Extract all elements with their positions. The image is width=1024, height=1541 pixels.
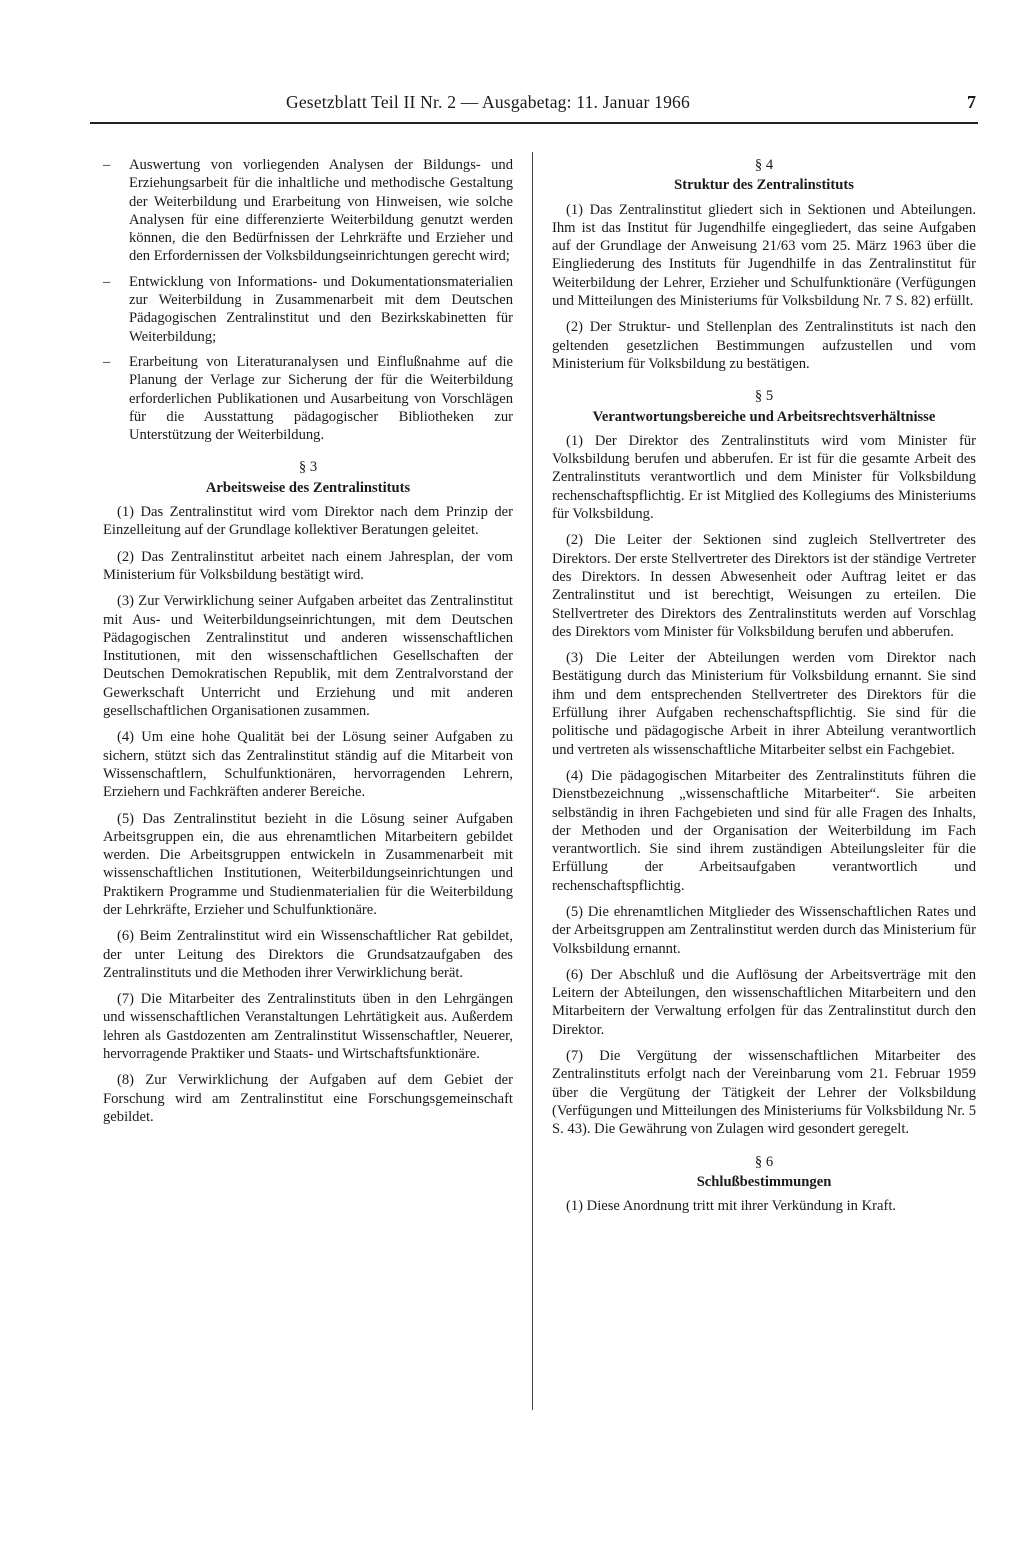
paragraph: (7) Die Mitarbeiter des Zentralinstituts üben in den Lehrgängen und wissenschaftlichen Veranstaltungen Lehrtätigkeit aus. Außerdem lehren als Gastdozenten am Zentralinstitut Wissenschaftler, Neuerer, hervorragende Praktiker und Staats- und Wirtschaftsfunktionäre. [103, 991, 513, 1063]
dash-bullet: – [103, 353, 111, 370]
page-header [90, 90, 978, 124]
left-column [103, 156, 513, 1134]
paragraph: (8) Zur Verwirklichung der Aufgaben auf dem Gebiet der Forschung wird am Zentralinstitut eine Forschungsgemeinschaft gebildet. [103, 1072, 513, 1125]
paragraph: (1) Das Zentralinstitut gliedert sich in Sektionen und Abteilungen. Ihm ist das Institut für Jugendhilfe eingegliedert, das seine Aufgaben auf der Grundlage der Anweisung 21/63 vom 25. März 1963 über die Eingliederung des Instituts für Jugendhilfe in das Zentralinstitut für Weiterbildung der Lehrer, Erzieher und Schulfunktionäre (Verfügungen und Mitteilungen des Ministeriums für Volksbildung Nr. 7 S. 82) erfüllt. [552, 201, 976, 310]
section-title: Struktur des Zentralinstituts [674, 177, 854, 194]
section-title: Arbeitsweise des Zentralinstituts [205, 479, 411, 496]
paragraph: (1) Der Direktor des Zentralinstituts wird vom Minister für Volksbildung berufen und abberufen. Er ist für die gesamte Arbeit des Zentralinstituts verantwortlich und dem Minister für Volksbildung rechenschaftspflichtig. Er ist Mitglied des Kollegiums des Ministeriums für Volksbildung. [552, 432, 976, 523]
dash-bullet: – [103, 273, 111, 290]
section-number: § 6 [754, 1153, 774, 1170]
paragraph: (5) Die ehrenamtlichen Mitglieder des Wissenschaftlichen Rates und der Arbeitsgruppen am Zentralinstitut werden durch das Ministerium für Volksbildung ernannt. [552, 903, 976, 957]
list-item-text: Entwicklung von Informations- und Dokumentationsmaterialien zur Weiterbildung in Zusammenarbeit mit dem Deutschen Pädagogischen Zentralinstitut und den Bezirkskabinetten für Weiterbildung; [129, 273, 513, 345]
paragraph: (3) Zur Verwirklichung seiner Aufgaben arbeitet das Zentralinstitut mit Aus- und Weiterbildungseinrichtungen, mit dem Deutschen Pädagogischen Zentralinstitut und anderen wissenschaftlichen Institutionen, mit den wissenschaftlichen Gesellschaften der Deutschen Demokratischen Republik, mit dem Zentralvorstand der Gewerkschaft Unterricht und Erziehung und mit anderen gesellschaftlichen Organisationen zusammen. [103, 593, 513, 720]
list-item-text: Auswertung von vorliegenden Analysen der Bildungs- und Erziehungsarbeit für die inhaltliche und methodische Gestaltung der Weiterbildung und Erarbeitung von Hinweisen, wie solche Analysen für eine differenzierte Weiterbildung genutzt werden können, die den Bedürfnissen der Lehrkräfte und Erzieher und den Erfordernissen der Volksbildungseinrichtungen gerecht wird; [129, 157, 513, 265]
paragraph: (4) Die pädagogischen Mitarbeiter des Zentralinstituts führen die Dienstbezeichnung „wissenschaftliche Mitarbeiter“. Sie arbeiten selbständig in ihren Fachgebieten und sind für alle Fragen des Inhalts, der Methoden und der Organisation der Weiterbildung im Fach verantwortlich. Sie sind ihrem zuständigen Abteilungsleiter für die Erfüllung der Arbeitsaufgaben verantwortlich und rechenschaftspflichtig. [552, 767, 976, 894]
column-divider [532, 152, 533, 1410]
paragraph: (4) Um eine hohe Qualität bei der Lösung seiner Aufgaben zu sichern, stützt sich das Zentralinstitut ständig auf die Mitarbeit von Wissenschaftlern, Schulfunktionären, hervorragenden Lehrern, Erziehern und Fachkräften anderer Bereiche. [103, 729, 513, 801]
paragraph: (2) Die Leiter der Sektionen sind zugleich Stellvertreter des Direktors. Der erste Stellvertreter des Direktors ist der ständige Vertreter des Direktors. In dessen Abwesenheit oder Auftrag leitet er das Zentralinstitut und ist berechtigt, Weisungen zu erteilen. Die Stellvertreter des Direktors des Zentralinstituts werden auf Vorschlag des Direktors vom Minister für Volksbildung berufen und abberufen. [552, 532, 976, 640]
page-number: 7 [967, 92, 976, 112]
section-title: Verantwortungsbereiche und Arbeitsrechtsverhältnisse [592, 408, 936, 425]
dash-bullet: – [103, 157, 111, 173]
section-number: § 3 [298, 459, 318, 476]
list-item-text: Erarbeitung von Literaturanalysen und Einflußnahme auf die Planung der Verlage zur Sicherung der für die Weiterbildung erforderlichen Publikationen und Ausarbeitung von Vorschlägen für die Ausstattung pädagogischer Bibliotheken zur Unterstützung der Weiterbildung. [129, 353, 513, 444]
paragraph: (6) Der Abschluß und die Auflösung der Arbeitsverträge mit den Leitern der Abteilungen, den wissenschaftlichen Mitarbeitern und den Mitarbeitern der Verwaltung erfolgen für das Zentralinstitut durch den Direktor. [552, 966, 976, 1038]
section-number: § 5 [754, 388, 774, 405]
header-title: Gesetzblatt Teil II Nr. 2 — Ausgabetag: 11. Januar 1966 [286, 92, 690, 112]
paragraph: (3) Die Leiter der Abteilungen werden vom Direktor nach Bestätigung durch das Ministerium für Volksbildung ernannt. Sie sind ihm und dem entsprechenden Stellvertreter des Direktors für die Erfüllung ihrer Aufgaben rechenschaftspflichtig. Sie sind für die politische und pädagogische Arbeit in ihrer Abteilung verantwortlich und vertreten als wissenschaftliche Mitarbeiter selbst ein Fachgebiet. [552, 650, 976, 758]
paragraph: (6) Beim Zentralinstitut wird ein Wissenschaftlicher Rat gebildet, der unter Leitung des Direktors die Grundsatzaufgaben des Zentralinstituts und die Methoden ihrer Verwirklichung berät. [103, 928, 513, 981]
section-title: Schlußbestimmungen [696, 1173, 832, 1190]
section-number: § 4 [754, 157, 774, 173]
paragraph: (1) Das Zentralinstitut wird vom Direktor nach dem Prinzip der Einzelleitung auf der Grundlage kollektiver Beratungen geleitet. [103, 504, 513, 539]
paragraph: (1) Diese Anordnung tritt mit ihrer Verkündung in Kraft. [566, 1198, 897, 1215]
paragraph: (2) Das Zentralinstitut arbeitet nach einem Jahresplan, der vom Ministerium für Volksbildung bestätigt wird. [103, 548, 513, 583]
paragraph: (5) Das Zentralinstitut bezieht in die Lösung seiner Aufgaben Arbeitsgruppen ein, die aus ehrenamtlichen Mitarbeitern gebildet werden. Die Arbeitsgruppen entwickeln in Zusammenarbeit mit wissenschaftlichen Institutionen, Weiterbildungseinrichtungen und Praktikern Programme und Studienmaterialien für die Weiterbildung der Lehrkräfte, Erzieher und Schulfunktionäre. [103, 810, 513, 918]
paragraph: (7) Die Vergütung der wissenschaftlichen Mitarbeiter des Zentralinstituts erfolgt nach der Vereinbarung vom 21. Februar 1959 über die Vergütung der Tätigkeit der Lehrer der Volksbildung (Verfügungen und Mitteilungen des Ministeriums für Volksbildung Nr. 5 S. 43). Die Gewährung von Zulagen wird gesondert geregelt. [552, 1048, 976, 1138]
right-column [552, 156, 976, 1223]
list-item [103, 156, 513, 266]
paragraph: (2) Der Struktur- und Stellenplan des Zentralinstituts ist nach den geltenden gesetzlichen Bestimmungen aufzustellen und vom Ministerium für Volksbildung zu bestätigen. [552, 319, 976, 372]
list-item [103, 273, 513, 346]
list-item [103, 353, 513, 444]
